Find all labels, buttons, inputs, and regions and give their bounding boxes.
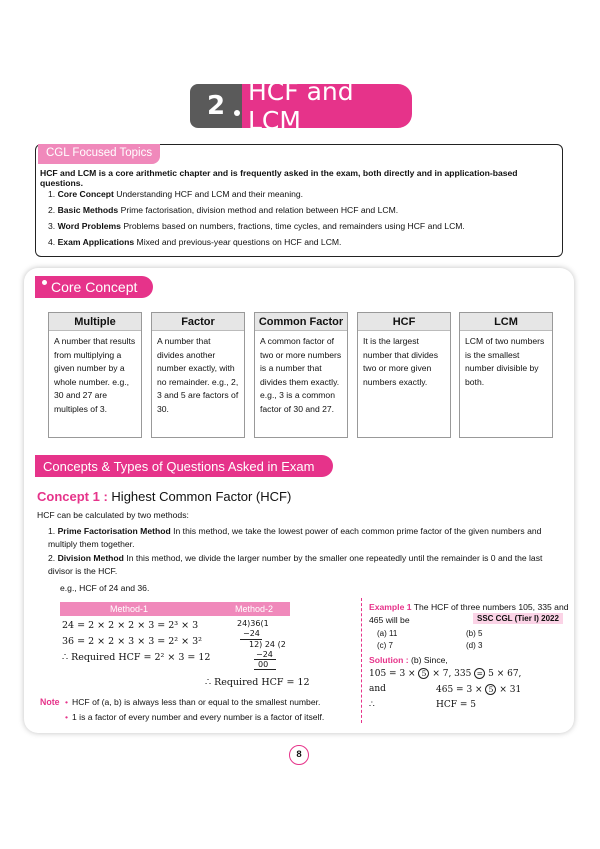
focus-intro: HCF and LCM is a core arithmetic chapter and is frequently asked in the exam, both directly and in application-based questions. (40, 168, 518, 188)
focus-topics-label: CGL Focused Topics (38, 144, 160, 164)
page-number: 8 (289, 745, 309, 765)
solution-label: Solution : (b) Since, (369, 655, 448, 665)
note-item: • HCF of (a, b) is always less than or equal to the smallest number. (65, 697, 321, 707)
note-label: Note (40, 697, 60, 707)
option: (a) 11 (377, 629, 398, 638)
division-step: −24 (243, 629, 260, 638)
division-step: 00 (258, 660, 269, 669)
solution-line-2b: 465 = 3 × 5 × 31 (436, 685, 522, 695)
example-1: Example 1 The HCF of three numbers 105, 335 and 465 will be (369, 602, 569, 625)
card-common-factor: Common Factor A common factor of two or more numbers is a number that divides them exactly. e.g., 3 is a common factor of 30 and 27. (254, 312, 348, 438)
column-separator (361, 598, 362, 723)
division-step: 12) 24 (2 (249, 640, 286, 649)
card-lcm: LCM LCM of two numbers is the smallest number divisible by both. (459, 312, 553, 438)
concept-1-title: Concept 1 : Highest Common Factor (HCF) (37, 489, 292, 504)
chapter-number: 2 (190, 84, 242, 128)
exam-tag: SSC CGL (Tier I) 2022 (473, 613, 563, 624)
core-concept-tab: Core Concept (35, 276, 153, 298)
option: (d) 3 (466, 641, 483, 650)
methods-list (48, 525, 563, 579)
method-table-header: Method-1 Method-2 (60, 602, 290, 616)
method-item: 1. Prime Factorisation Method In this method, we take the lowest power of each common prime factor of the given numbers and multiply them together. (48, 526, 542, 549)
method1-line: 24 = 2 × 2 × 2 × 3 = 2³ × 3 (62, 620, 199, 631)
division-step: −24 (256, 650, 273, 659)
focus-list (48, 186, 553, 250)
card-factor: Factor A number that divides another number exactly, with no remainder. e.g., 2, 3 and 5 are factors of 30. (151, 312, 245, 438)
division-rule (254, 669, 276, 670)
focus-item: 1. Core Concept Understanding HCF and LCM and their meaning. (48, 189, 304, 199)
solution-line-1: 105 = 3 × 5 × 7, 335 = 5 × 67, (369, 669, 522, 679)
method2-result: ∴ Required HCF = 12 (205, 677, 310, 688)
option: (c) 7 (377, 641, 393, 650)
chapter-title: HCF and LCM (242, 84, 412, 128)
concepts-types-tab: Concepts & Types of Questions Asked in Exam (35, 455, 333, 477)
division-step: 24)36(1 (237, 619, 269, 628)
option: (b) 5 (466, 629, 483, 638)
method1-line: ∴ Required HCF = 2² × 3 = 12 (62, 652, 211, 663)
chapter-dot (234, 110, 240, 116)
method1-line: 36 = 2 × 2 × 3 × 3 = 2² × 3² (62, 636, 202, 647)
solution-line-3: ∴ (369, 700, 375, 710)
solution-line-2: and (369, 684, 386, 694)
hcf-intro: HCF can be calculated by two methods: (37, 510, 189, 520)
focus-item: 2. Basic Methods Prime factorisation, division method and relation between HCF and LCM. (48, 205, 399, 215)
note-item: • 1 is a factor of every number and every number is a factor of itself. (65, 712, 325, 722)
card-hcf: HCF It is the largest number that divides two or more given numbers exactly. (357, 312, 451, 438)
core-tab-dot (42, 280, 47, 285)
chapter-heading (190, 77, 412, 135)
focus-item: 4. Exam Applications Mixed and previous-year questions on HCF and LCM. (48, 237, 342, 247)
method-item: 2. Division Method In this method, we divide the larger number by the smaller one repeatedly until the remainder is 0 and the last divisor is the HCF. (48, 553, 543, 576)
example-line: e.g., HCF of 24 and 36. (60, 583, 150, 593)
card-multiple: Multiple A number that results from multiplying a given number by a whole number. e.g., 30 and 27 are multiples of 3. (48, 312, 142, 438)
solution-line-3b: HCF = 5 (436, 700, 476, 710)
focus-item: 3. Word Problems Problems based on numbers, fractions, time cycles, and remainders using HCF and LCM. (48, 221, 465, 231)
